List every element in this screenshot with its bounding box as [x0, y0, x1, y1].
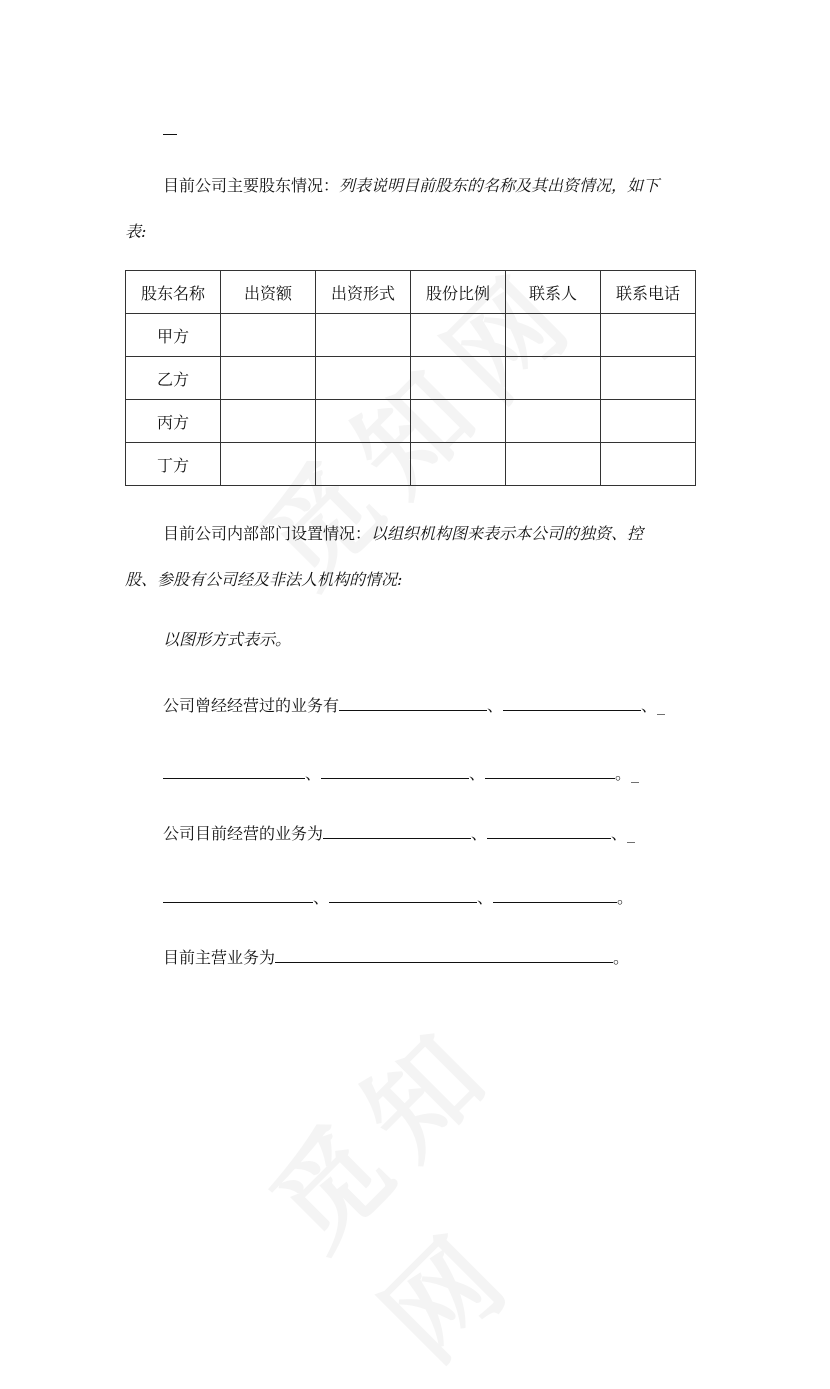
table-cell[interactable] [601, 400, 696, 443]
past-business-line-1 [163, 694, 665, 716]
table-cell[interactable] [506, 314, 601, 357]
departments-intro-italic: 以组织机构图来表示本公司的独资、控 [371, 524, 644, 543]
shareholders-table [125, 270, 696, 486]
current-business-label: 公司目前经营的业务为 [163, 824, 324, 843]
current-business-blank-1[interactable] [323, 822, 471, 839]
current-business-line-2 [163, 886, 633, 908]
table-cell[interactable] [316, 314, 411, 357]
separator: 、 [611, 824, 628, 843]
main-business-blank[interactable] [275, 946, 613, 963]
main-business-label: 目前主营业务为 [163, 948, 276, 967]
separator: 、 [477, 888, 494, 907]
current-business-line-1 [163, 822, 635, 844]
trail-underscore: _ [657, 696, 666, 715]
trail-underscore: _ [631, 764, 640, 783]
header-cell: 股东名称 [126, 271, 221, 314]
past-business-blank-3[interactable] [163, 762, 305, 779]
past-business-blank-4[interactable] [321, 762, 469, 779]
row-label: 乙方 [126, 357, 221, 400]
row-label: 丙方 [126, 400, 221, 443]
table-row [126, 400, 696, 443]
past-business-blank-2[interactable] [503, 694, 641, 711]
past-business-line-2 [163, 762, 639, 784]
header-cell: 联系电话 [601, 271, 696, 314]
main-business-line [163, 946, 629, 968]
shareholders-intro [163, 176, 659, 196]
separator: 、 [305, 764, 322, 783]
table-row [126, 314, 696, 357]
current-business-blank-5[interactable] [493, 886, 617, 903]
table-cell[interactable] [316, 400, 411, 443]
row-label: 丁方 [126, 443, 221, 486]
separator: 、 [641, 696, 658, 715]
header-cell: 出资形式 [316, 271, 411, 314]
separator: 、 [313, 888, 330, 907]
watermark-bottom [231, 911, 709, 1389]
table-cell[interactable] [506, 443, 601, 486]
table-cell[interactable] [506, 400, 601, 443]
departments-intro [163, 524, 643, 544]
period: 。 [615, 764, 632, 783]
table-cell[interactable] [411, 314, 506, 357]
current-business-blank-2[interactable] [487, 822, 611, 839]
table-cell[interactable] [601, 314, 696, 357]
table-cell[interactable] [221, 357, 316, 400]
table-cell[interactable] [411, 357, 506, 400]
header-cell: 出资额 [221, 271, 316, 314]
separator: 、 [487, 696, 504, 715]
header-cell: 股份比例 [411, 271, 506, 314]
shareholders-intro-plain: 目前公司主要股东情况： [163, 176, 340, 195]
table-cell[interactable] [221, 443, 316, 486]
table-cell[interactable] [221, 400, 316, 443]
departments-intro-plain: 目前公司内部部门设置情况： [163, 524, 372, 543]
period: 。 [617, 888, 634, 907]
header-cell: 联系人 [506, 271, 601, 314]
table-header-row [126, 271, 696, 314]
current-business-blank-3[interactable] [163, 886, 313, 903]
table-row [126, 443, 696, 486]
table-cell[interactable] [411, 443, 506, 486]
table-cell[interactable] [506, 357, 601, 400]
table-row [126, 357, 696, 400]
table-cell[interactable] [221, 314, 316, 357]
separator: 、 [469, 764, 486, 783]
departments-intro-cont: 股、参股有公司经及非法人机构的情况: [125, 570, 403, 589]
row-label: 甲方 [126, 314, 221, 357]
table-cell[interactable] [411, 400, 506, 443]
shareholders-intro-italic: 列表说明目前股东的名称及其出资情况，如下 [339, 176, 660, 195]
period: 。 [613, 948, 630, 967]
graphic-note: 以图形方式表示。 [163, 630, 292, 649]
table-cell[interactable] [316, 357, 411, 400]
dash-mark [163, 134, 177, 135]
table-cell[interactable] [601, 357, 696, 400]
trail-underscore: _ [627, 824, 636, 843]
past-business-label: 公司曾经经营过的业务有 [163, 696, 340, 715]
shareholders-intro-cont: 表: [125, 222, 147, 241]
past-business-blank-5[interactable] [485, 762, 615, 779]
table-cell[interactable] [601, 443, 696, 486]
past-business-blank-1[interactable] [339, 694, 487, 711]
current-business-blank-4[interactable] [329, 886, 477, 903]
separator: 、 [471, 824, 488, 843]
table-cell[interactable] [316, 443, 411, 486]
